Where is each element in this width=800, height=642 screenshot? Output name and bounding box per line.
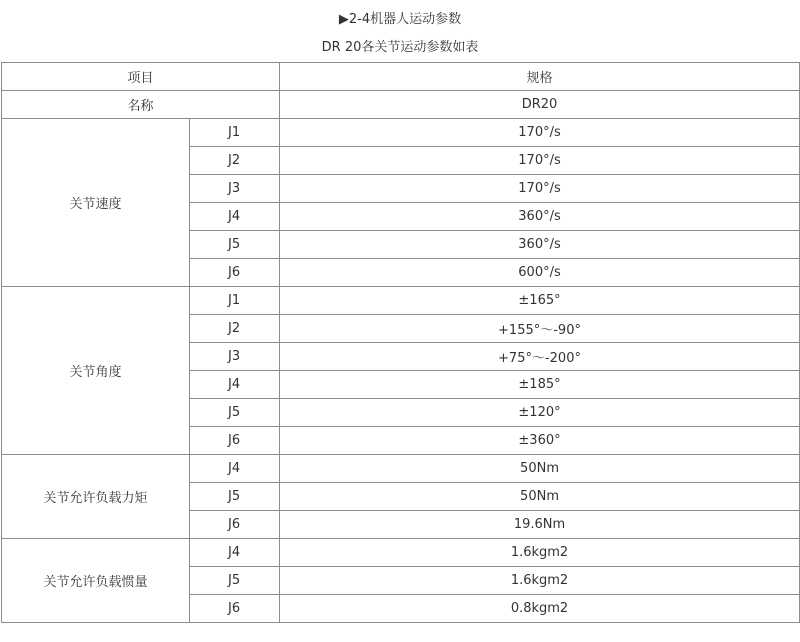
spec-value-cell: 19.6Nm [280, 511, 800, 539]
joint-cell: J2 [190, 315, 280, 343]
name-label-cell: 名称 [2, 91, 280, 119]
spec-value-cell: 360°/s [280, 231, 800, 259]
group-label-cell: 关节角度 [2, 287, 190, 455]
table-row [2, 539, 800, 567]
joint-cell: J6 [190, 595, 280, 623]
table-caption-subtitle: DR 20各关节运动参数如表 [321, 40, 479, 55]
spec-value-cell: +75°～-200° [280, 343, 800, 371]
spec-value-cell: 1.6kgm2 [280, 539, 800, 567]
joint-cell: J2 [190, 147, 280, 175]
header-spec-cell: 规格 [280, 63, 800, 91]
spec-value-cell: ±120° [280, 399, 800, 427]
spec-value-cell: ±185° [280, 371, 800, 399]
joint-cell: J3 [190, 175, 280, 203]
spec-value-cell: 50Nm [280, 483, 800, 511]
spec-value-cell: 1.6kgm2 [280, 567, 800, 595]
joint-cell: J4 [190, 371, 280, 399]
spec-value-cell: ±165° [280, 287, 800, 315]
joint-cell: J5 [190, 231, 280, 259]
group-label-cell: 关节速度 [2, 119, 190, 287]
joint-cell: J4 [190, 539, 280, 567]
spec-value-cell: +155°～-90° [280, 315, 800, 343]
joint-cell: J6 [190, 259, 280, 287]
header-item-cell: 项目 [2, 63, 280, 91]
table-row [2, 119, 800, 147]
joint-cell: J3 [190, 343, 280, 371]
table-row [2, 455, 800, 483]
name-row [2, 91, 800, 119]
joint-cell: J4 [190, 455, 280, 483]
table-body [2, 63, 800, 623]
joint-cell: J4 [190, 203, 280, 231]
group-label-cell: 关节允许负载力矩 [2, 455, 190, 539]
spec-value-cell: 360°/s [280, 203, 800, 231]
spec-value-cell: 0.8kgm2 [280, 595, 800, 623]
spec-value-cell: 170°/s [280, 175, 800, 203]
joint-cell: J5 [190, 399, 280, 427]
name-value-cell: DR20 [280, 91, 800, 119]
joint-cell: J5 [190, 483, 280, 511]
joint-cell: J6 [190, 511, 280, 539]
spec-value-cell: 170°/s [280, 147, 800, 175]
joint-cell: J1 [190, 287, 280, 315]
joint-cell: J6 [190, 427, 280, 455]
spec-value-cell: 600°/s [280, 259, 800, 287]
group-label-cell: 关节允许负载惯量 [2, 539, 190, 623]
joint-cell: J1 [190, 119, 280, 147]
table-caption-title: ▶2-4机器人运动参数 [338, 12, 462, 27]
spec-value-cell: ±360° [280, 427, 800, 455]
robot-motion-parameters-table [1, 62, 800, 623]
joint-cell: J5 [190, 567, 280, 595]
table-row [2, 287, 800, 315]
spec-value-cell: 50Nm [280, 455, 800, 483]
table-header-row [2, 63, 800, 91]
spec-value-cell: 170°/s [280, 119, 800, 147]
